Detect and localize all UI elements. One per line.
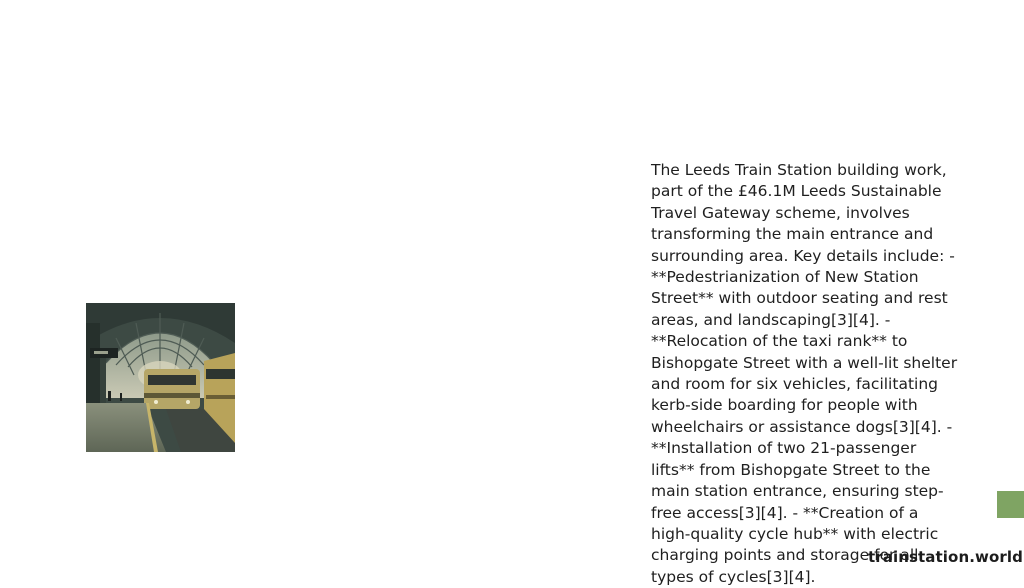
station-platform-photo: [86, 303, 235, 452]
accent-square: [997, 491, 1024, 518]
site-watermark: trainstation.world: [868, 548, 1023, 566]
article-body: The Leeds Train Station building work, part of the £46.1M Leeds Sustainable Travel Gateway scheme, involves transforming the main entrance and surrounding area. Key details include: - **Pedestrianization of New Station Street** with outdoor seating and rest areas, and landscaping[3][4]. - **Relocation of the taxi rank** to Bishopgate Street with a well-lit shelter and room for six vehicles, facilitating kerb-side boarding for people with wheelchairs or assistance dogs[3][4]. - **Installation of two 21-passenger lifts** from Bishopgate Street to the main station entrance, ensuring step-free access[3][4]. - **Creation of a high-quality cycle hub** with electric charging points and storage for all types of cycles[3][4].: [651, 161, 958, 586]
